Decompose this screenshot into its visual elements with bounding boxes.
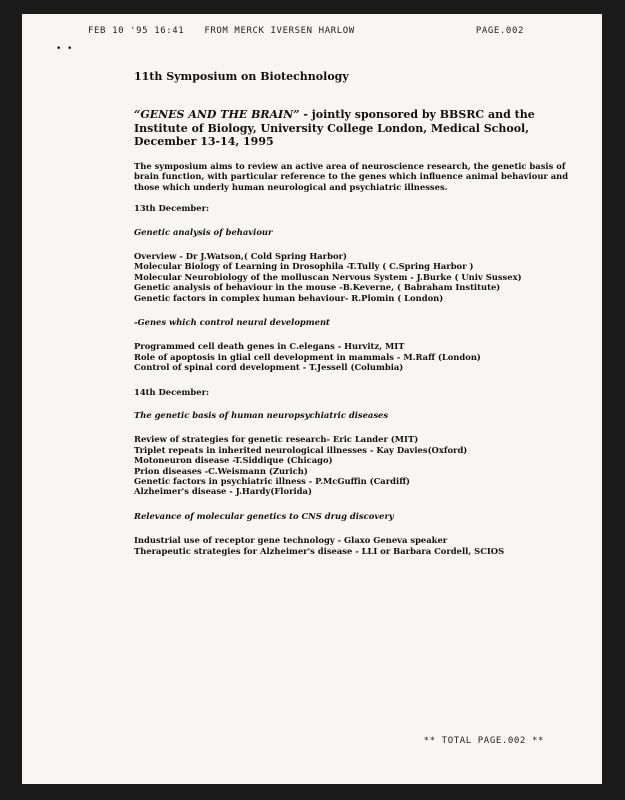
fax-sender: FROM MERCK IVERSEN HARLOW [204, 26, 355, 36]
scan-speckle-mark: • • [56, 44, 73, 54]
fax-page-number: PAGE.002 [475, 26, 524, 36]
section-title-neural-development: -Genes which control neural development [134, 316, 330, 327]
document-title: 11th Symposium on Biotechnology [134, 70, 349, 83]
talk-item: Review of strategies for genetic research- Eric Lander (MIT) [134, 434, 419, 445]
symposium-heading [134, 108, 574, 149]
fax-date: FEB 10 '95 16:41 [88, 26, 185, 36]
symposium-name: “GENES AND THE BRAIN” [134, 108, 300, 122]
talk-list-genetic-analysis [134, 251, 574, 303]
symposium-details: - jointly sponsored by BBSRC and the Institute of Biology, University College London, Medical School, December 13-14, 1995 [134, 108, 535, 149]
talk-item: Molecular Neurobiology of the molluscan Nervous System - J.Burke ( Univ Sussex) [134, 271, 522, 282]
section-title-genetic-analysis: Genetic analysis of behaviour [134, 226, 273, 237]
fax-total-pages: ** TOTAL PAGE.002 ** [423, 736, 544, 746]
day-heading-2: 14th December: [134, 386, 210, 397]
talk-item: Role of apoptosis in glial cell development in mammals - M.Raff (London) [134, 351, 481, 362]
talk-item: Overview - Dr J.Watson,( Cold Spring Harbor) [134, 250, 347, 261]
talk-item: Prion diseases -C.Weismann (Zurich) [134, 465, 308, 476]
intro-paragraph: The symposium aims to review an active area of neuroscience research, the genetic basis of brain function, with particular reference to the genes which influence animal behaviour and those which underly human neurological and psychiatric illnesses. [134, 160, 569, 192]
section-title-neuropsychiatric: The genetic basis of human neuropsychiatric diseases [134, 410, 389, 420]
fax-header [88, 26, 584, 36]
talk-item: Therapeutic strategies for Alzheimer's disease - LLI or Barbara Cordell, SCIOS [134, 545, 505, 556]
talk-item: Programmed cell death genes in C.elegans - Hurvitz, MIT [134, 341, 405, 352]
talk-item: Molecular Biology of Learning in Drosophila -T.Tully ( C.Spring Harbor ) [134, 261, 474, 272]
talk-item: Triplet repeats in inherited neurological illnesses - Kay Davies(Oxford) [134, 444, 468, 455]
day-heading-1: 13th December: [134, 203, 210, 214]
talk-item: Genetic factors in psychiatric illness - P.McGuffin (Cardiff) [134, 476, 411, 487]
talk-item: Genetic factors in complex human behaviour- R.Plomin ( London) [134, 292, 444, 303]
talk-item: Control of spinal cord development - T.Jessell (Columbia) [134, 362, 404, 373]
talk-list-neuropsychiatric [134, 434, 574, 496]
document-body [134, 72, 574, 570]
talk-item: Genetic analysis of behaviour in the mouse -B.Keverne, ( Babraham Institute) [134, 282, 501, 293]
talk-item: Alzheimer's disease - J.Hardy(Florida) [134, 486, 312, 497]
section-title-drug-discovery: Relevance of molecular genetics to CNS drug discovery [134, 510, 394, 521]
talk-item: Motoneuron disease -T.Siddique (Chicago) [134, 455, 333, 466]
talk-list-neural-development [134, 341, 574, 372]
talk-item: Industrial use of receptor gene technology - Glaxo Geneva speaker [134, 535, 448, 546]
fax-page [22, 14, 602, 784]
talk-list-drug-discovery [134, 535, 574, 556]
